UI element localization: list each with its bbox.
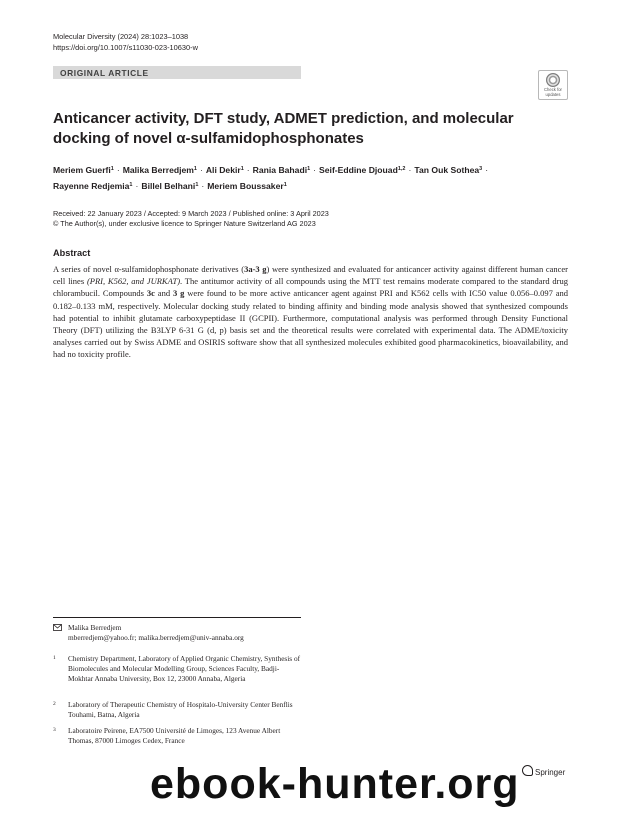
author[interactable]: Malika Berredjem$^1$ bbox=[122, 165, 197, 175]
journal-header bbox=[53, 31, 198, 54]
author[interactable]: Billel Belhani$^1$ bbox=[141, 181, 199, 191]
article-type-label: ORIGINAL ARTICLE bbox=[60, 68, 149, 78]
abstract-heading: Abstract bbox=[53, 248, 91, 258]
check-for-updates-badge[interactable] bbox=[538, 70, 568, 100]
author[interactable]: Rayenne Redjemia$^1$ bbox=[53, 181, 133, 191]
author[interactable]: Meriem Guerfi$^1$ bbox=[53, 165, 114, 175]
author-list: Meriem Guerfi$^1$ · Malika Berredjem$^1$ · Ali Dekir$^1$ · Rania Bahadi$^1$ · Seif-Eddine Djouad$^{1,2}$ · Tan Ouk Sothea$^3$ · Rayenne Redjemia$^1$ · Billel Belhani$^1$ · Meriem Boussaker$^1$ bbox=[53, 165, 489, 191]
author[interactable]: Tan Ouk Sothea$^3$ bbox=[414, 165, 483, 175]
affiliation bbox=[53, 726, 303, 746]
affiliation bbox=[53, 654, 303, 684]
affiliation-number: 3 bbox=[53, 727, 56, 733]
affiliation-text: Laboratory of Therapeutic Chemistry of Hospitalo-University Center Benflis Touhami, Batna, Algeria bbox=[68, 700, 293, 720]
publication-dates bbox=[53, 209, 329, 229]
affiliation bbox=[53, 700, 303, 720]
date-history: Received: 22 January 2023 / Accepted: 9 March 2023 / Published online: 3 April 2023 bbox=[53, 209, 329, 218]
envelope-icon bbox=[53, 624, 62, 634]
footnote-divider bbox=[53, 617, 301, 618]
affiliation-number: 2 bbox=[53, 701, 56, 707]
check-updates-text: Check for updates bbox=[544, 87, 562, 97]
author[interactable]: Ali Dekir$^1$ bbox=[205, 165, 244, 175]
publisher-name: Springer bbox=[535, 768, 566, 777]
journal-citation: Molecular Diversity (2024) 28:1023–1038 bbox=[53, 32, 189, 41]
affiliation-text: Chemistry Department, Laboratory of Applied Organic Chemistry, Synthesis of Biomolecules and Molecular Modelling Group, Sciences Faculty, Badji-Mokhtar Annaba University, Box 12, 23000 Annaba, Algeria bbox=[68, 654, 301, 684]
watermark: ebook-hunter.org bbox=[150, 760, 520, 808]
crossmark-icon bbox=[546, 73, 560, 87]
author[interactable]: Seif-Eddine Djouad$^{1,2}$ bbox=[319, 165, 406, 175]
article-title: Anticancer activity, DFT study, ADMET prediction, and molecular docking of novel α-sulfamidophosphonates bbox=[53, 110, 514, 147]
correspondence bbox=[53, 623, 313, 643]
corresponding-emails[interactable]: mberredjem@yahoo.fr; malika.berredjem@univ-annaba.org bbox=[68, 633, 244, 642]
copyright-line: © The Author(s), under exclusive licence to Springer Nature Switzerland AG 2023 bbox=[53, 219, 316, 228]
affiliation-text: Laboratoire Peirene, EA7500 Université de Limoges, 123 Avenue Albert Thomas, 87000 Limoges Cedex, France bbox=[68, 726, 281, 746]
abstract-text: A series of novel α-sulfamidophosphonate derivatives (3a-3 g) were synthesized and evaluated for anticancer activity against different human cancer cell lines (PRI, K562, and JURKAT). The antitumor activity of all compounds using the MTT test remains moderate compared to the standard drug chlorambucil. Compounds 3c and 3 g were found to be more active anticancer agent against PRI and K562 cells with IC50 value 0.056–0.097 and 0.182–0.133 mM, respectively. Molecular docking study related to binding affinity and binding mode analysis showed that synthesized compounds had potential to inhibit glutamate carboxypeptidase II (GCPII). Furthermore, computational analysis was performed through Density Functional Theory (DFT) utilizing the B3LYP 6-31 G (d, p) basis set and the theoretical results were correlated with experimental data. The ADME/toxicity analyses carried out by Swiss ADME and OSIRIS software show that all synthesized molecules exhibited good pharmacokinetics, bioavailability, and had no toxicity profile. bbox=[53, 264, 568, 360]
doi-link[interactable]: https://doi.org/10.1007/s11030-023-10630-w bbox=[53, 43, 198, 53]
article-type-banner bbox=[53, 66, 301, 79]
author[interactable]: Rania Bahadi$^1$ bbox=[252, 165, 311, 175]
publisher-logo bbox=[522, 765, 565, 777]
affiliation-number: 1 bbox=[53, 655, 56, 661]
springer-horse-icon bbox=[522, 765, 533, 776]
corresponding-author: Malika Berredjem bbox=[68, 623, 122, 632]
author[interactable]: Meriem Boussaker$^1$ bbox=[207, 181, 287, 191]
